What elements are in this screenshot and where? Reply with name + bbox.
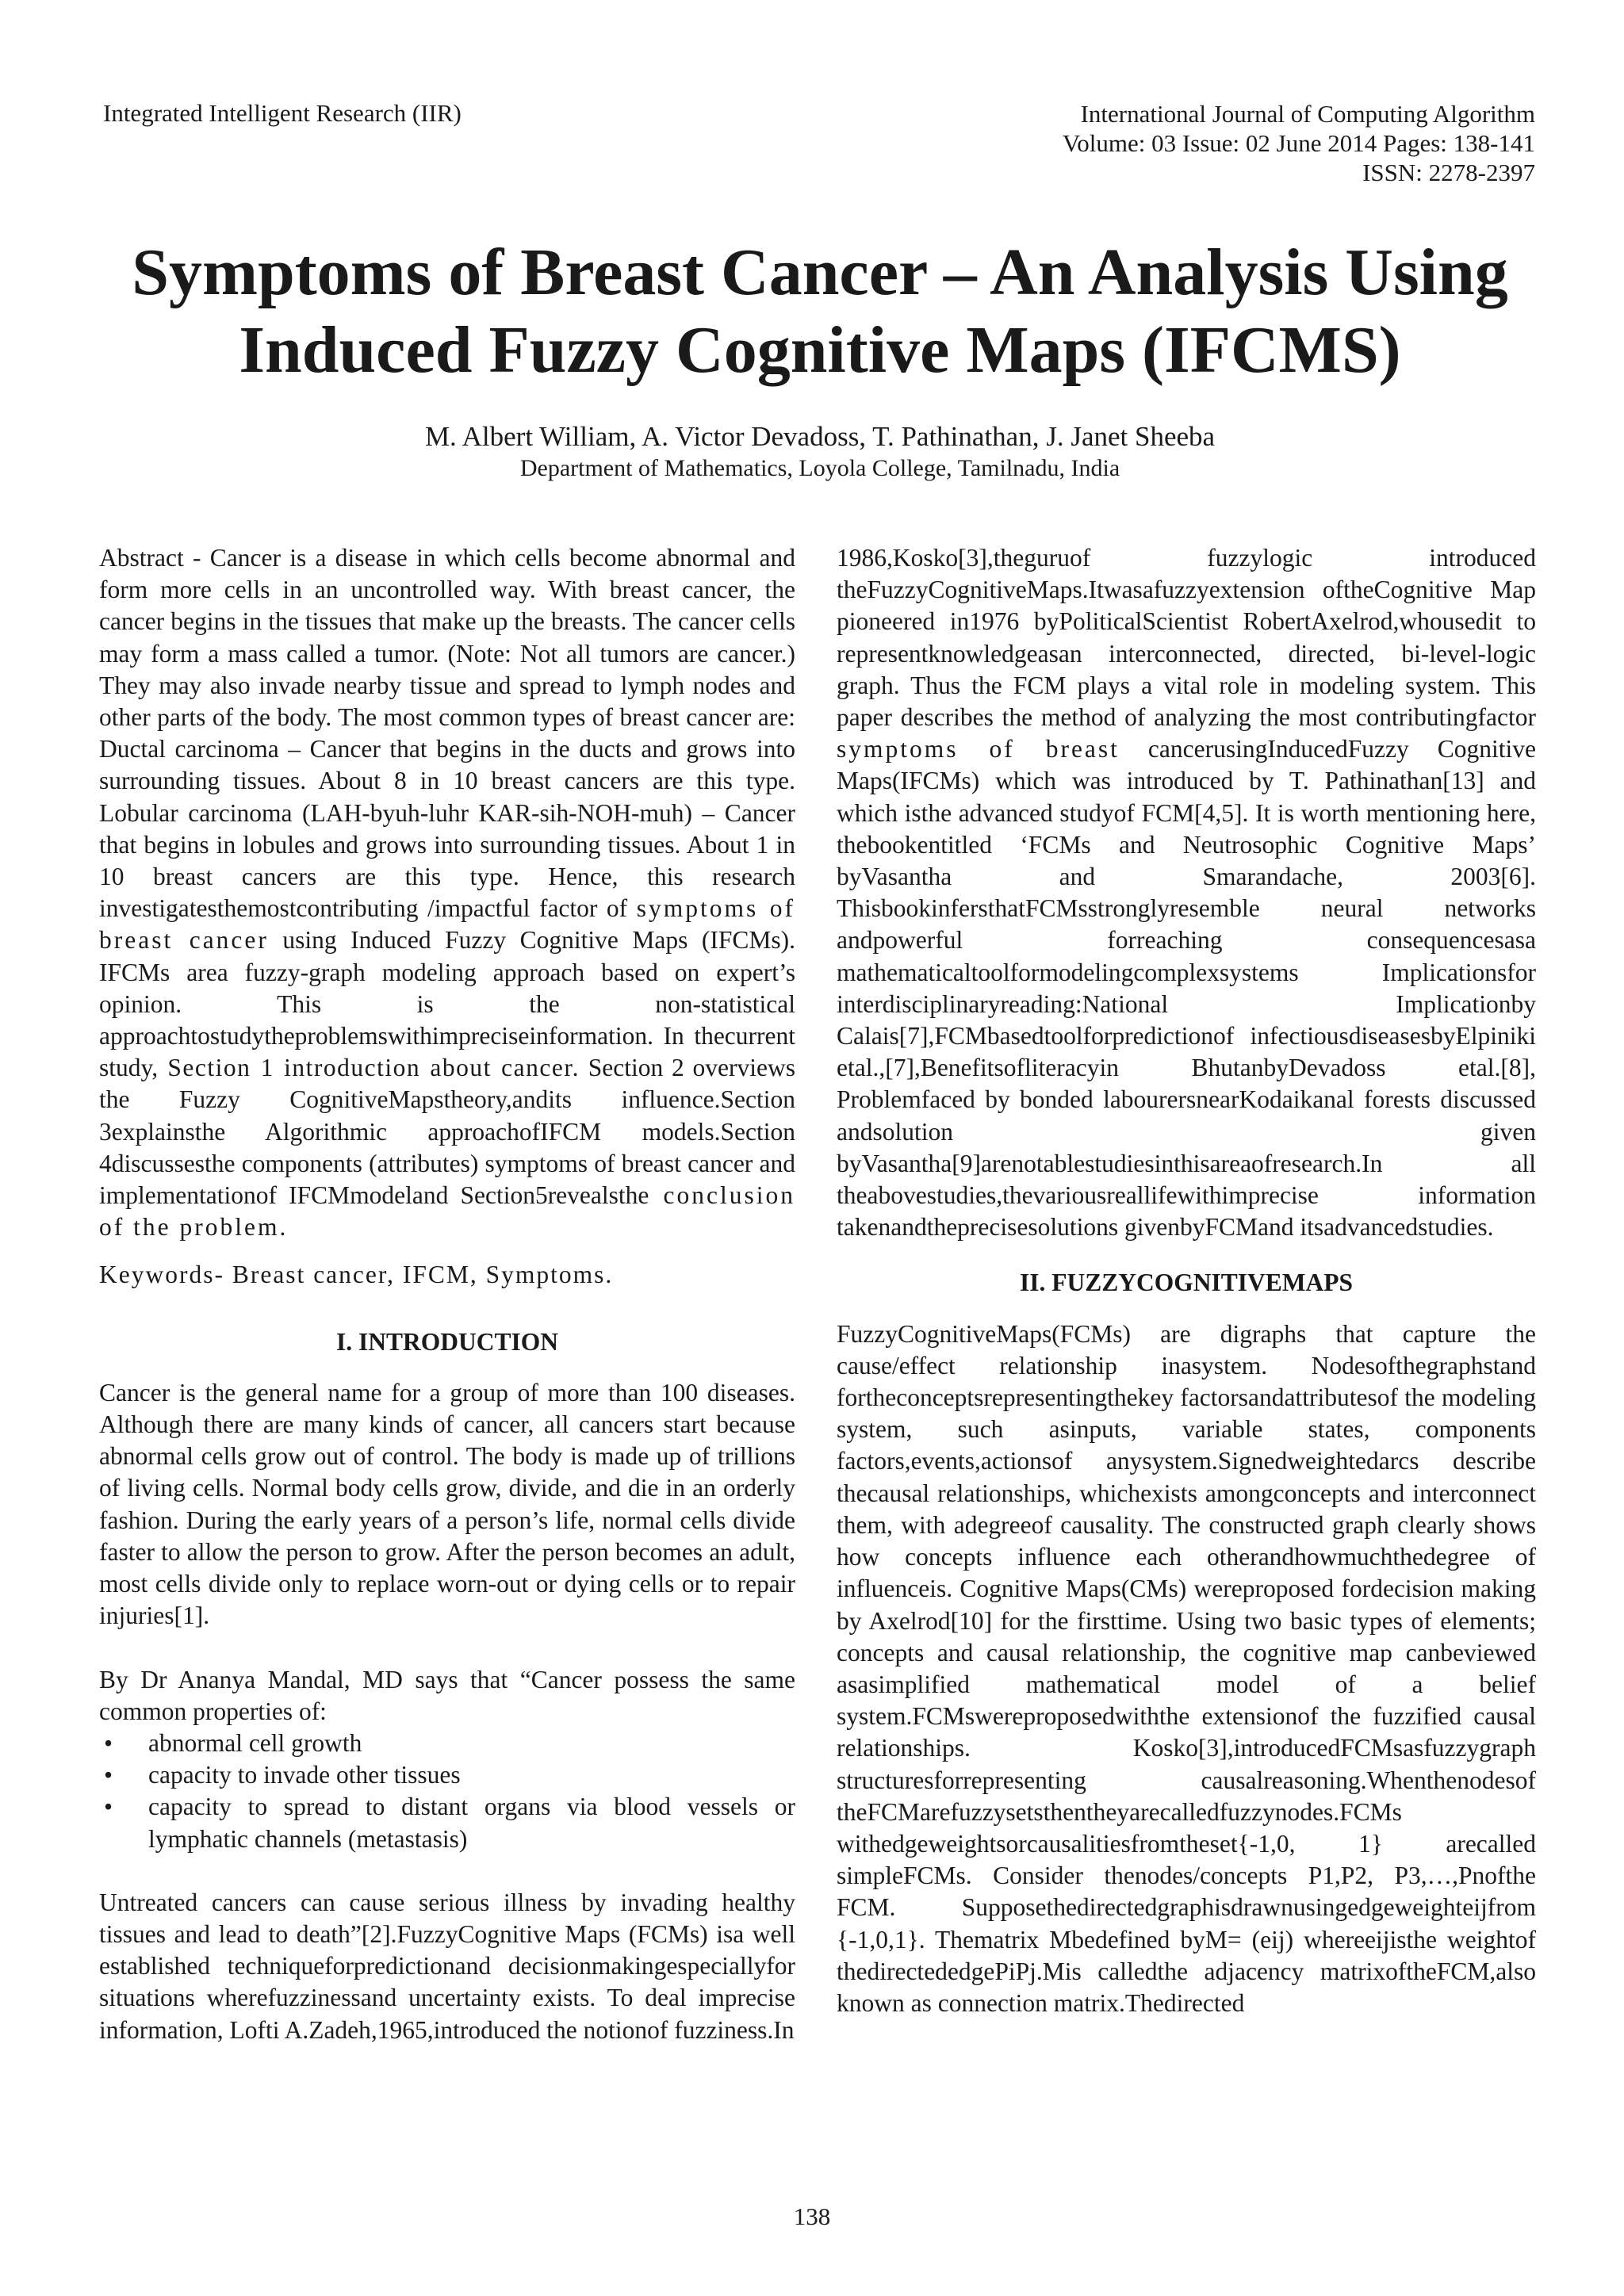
section-heading-fcm: II. FUZZYCOGNITIVEMAPS — [1019, 1269, 1354, 1297]
abstract-text-f: conclusion of the problem. — [99, 1181, 795, 1242]
abstract-text-d: Section 1 introduction about cancer. — [158, 1054, 580, 1082]
affiliation: Department of Mathematics, Loyola College, Tamilnadu, India — [519, 455, 1120, 481]
fcm-paragraph: FuzzyCognitiveMaps(FCMs) are digraphs that capture the cause/effect relationship inasystem. Nodesofthegraphstand fortheconceptsrepresentingthekey factorsandattributesof the modeling system, such asinputs, variable states, components factors,events,actionsof anysystem.Signedweightedarcs describe thecausal relationships, whichexists amongconcepts and interconnect them, with adegreeof causality. The constructed graph clearly shows how concepts influence each otherandhowmuchthedegree of influenceis. Cognitive Maps(CMs) wereproposed fordecision making by Axelrod[10] for the firsttime. Using two basic types of elements; concepts and causal relationship, the cognitive map canbeviewed asasimplified mathematical model of a belief system.FCMswereproposedwiththe extensionof the fuzzified causal relationships. Kosko[3],introducedFCMsasfuzzygraph structuresforrepresenting causalreasoning.Whenthenodesof theFCMarefuzzysetsthentheyarecalledfuzzynodes.FCMs withedgeweightsorcausalitiesfromtheset{-1,0, 1} arecalled simpleFCMs. Consider thenodes/concepts P1,P2, P3,…,Pnofthe FCM. Supposethedirectedgraphisdrawnusingedgeweighteijfrom {-1,0,1}. Thematrix Mbedefined byM= (eij) whereeijisthe weightof thedirectededgePiPj.Mis calledthe adjacency matrixoftheFCM,also known as connection matrix.Thedirected — [837, 1319, 1536, 2017]
paper-title-line-1: Symptoms of Breast Cancer – An Analysis Using — [132, 235, 1508, 309]
journal-name: International Journal of Computing Algorithm — [1080, 100, 1535, 128]
journal-publisher: Integrated Intelligent Research (IIR) — [103, 99, 462, 127]
paper-title-line-2: Induced Fuzzy Cognitive Maps (IFCMS) — [239, 313, 1401, 387]
intro-paragraph-3: Untreated cancers can cause serious illness by invading healthy tissues and lead to death”[2].FuzzyCognitive Maps (FCMs) isa well established techniqueforpredictionand decisionmakingespeciallyfor situations wherefuzzinessand uncertainty exists. To deal imprecise information, Lofti A.Zadeh,1965,introduced the notionof fuzziness.In — [99, 1888, 795, 2044]
page-number: 138 — [793, 2202, 831, 2230]
journal-info — [822, 99, 1535, 187]
list-item: • capacity to invade other tissues — [99, 1759, 795, 1791]
abstract-text-b: symptoms of breast cancer — [99, 894, 795, 955]
journal-volume: Volume: 03 Issue: 02 June 2014 Pages: 138-141 — [1062, 129, 1535, 157]
section-heading-introduction: I. INTRODUCTION — [335, 1327, 559, 1356]
list-item: • abnormal cell growth — [99, 1728, 795, 1759]
abstract-text-c: using Induced Fuzzy Cognitive Maps (IFCMs). IFCMs area fuzzy-graph modeling approach based on expert’s opinion. This is the non-statistical approachtostudytheproblemswithimpreciseinformation. In thecurrent study, — [99, 926, 795, 1082]
list-item: • capacity to spread to distant organs via blood vessels or lymphatic channels (metastasis) — [99, 1791, 795, 1854]
right-paragraph-1 — [837, 542, 1536, 1243]
right-paragraph-1-b: cancerusingInducedFuzzy Cognitive Maps(IFCMs) which was introduced by T. Pathinathan[13] and which isthe advanced studyof FCM[4,5]. It is worth mentioning here, thebookentitled ‘FCMs and Neutrosophic Cognitive Maps’ byVasantha and Smarandache, 2003[6]. ThisbookinfersthatFCMsstronglyresemble neural networks andpowerful forreaching consequencesasa mathematicaltoolformodelingcomplexsystems Implicationsfor interdisciplinaryreading:National Implicationby Calais[7],FCMbasedtoolforpredictionof infectiousdiseasesbyElpiniki etal.,[7],Benefitsofliteracyin BhutanbyDevadoss etal.[8], Problemfaced by bonded labourersnearKodaikanal forests discussed andsolution given byVasantha[9]arenotablestudiesinthisareaofresearch.In all theabovestudies,thevariousreallifewithimprecise information takenandtheprecisesolutions givenbyFCMand itsadvancedstudies. — [837, 735, 1536, 1242]
keywords: Keywords- Breast cancer, IFCM, Symptoms. — [99, 1261, 614, 1289]
right-paragraph-1-spaced: symptoms of breast — [837, 735, 1120, 763]
right-column — [837, 542, 1536, 2019]
intro-paragraph-1: Cancer is the general name for a group of more than 100 diseases. Although there are many kinds of cancer, all cancers start because abnormal cells grow out of control. The body is made up of trillions of living cells. Normal body cells grow, divide, and die in an orderly fashion. During the early years of a person’s life, normal cells divide faster to allow the person to grow. After the person becomes an adult, most cells divide only to replace worn-out or dying cells or to repair injuries[1]. — [99, 1378, 795, 1630]
abstract — [99, 542, 795, 1243]
abstract-text-e: Section 2 overviews the Fuzzy CognitiveMapstheory,andits influence.Section 3explainsthe Algorithmic approachofIFCM models.Section 4discussesthe components (attributes) symptoms of breast cancer and implementationof IFCMmodeland Section5revealsthe — [99, 1054, 795, 1210]
left-column — [99, 542, 795, 2046]
journal-issn: ISSN: 2278-2397 — [1362, 159, 1535, 186]
bullet-list — [99, 1728, 795, 1855]
abstract-text-a: Abstract - Cancer is a disease in which cells become abnormal and form more cells in an uncontrolled way. With breast cancer, the cancer begins in the tissues that make up the breasts. The cancer cells may form a mass called a tumor. (Note: Not all tumors are cancer.) They may also invade nearby tissue and spread to lymph nodes and other parts of the body. The most common types of breast cancer are: Ductal carcinoma – Cancer that begins in the ducts and grows into surrounding tissues. About 8 in 10 breast cancers are this type. Lobular carcinoma (LAH-byuh-luhr KAR-sih-NOH-muh) – Cancer that begins in lobules and grows into surrounding tissues. About 1 in 10 breast cancers are this type. Hence, this research investigatesthemostcontributing /impactful factor of — [99, 544, 795, 923]
intro-paragraph-2: By Dr Ananya Mandal, MD says that “Cancer possess the same common properties of: — [99, 1665, 795, 1725]
paper-title — [87, 234, 1553, 389]
authors: M. Albert William, A. Victor Devadoss, T. Pathinathan, J. Janet Sheeba — [424, 421, 1216, 452]
right-paragraph-1-a: 1986,Kosko[3],theguruof fuzzylogic introduced theFuzzyCognitiveMaps.Itwasafuzzyextension oftheCognitive Map pioneered in1976 byPoliticalScientist RobertAxelrod,whousedit to representknowledgeasan interconnected, directed, bi-level-logic graph. Thus the FCM plays a vital role in modeling system. This paper describes the method of analyzing the most contributingfactor — [837, 544, 1536, 732]
